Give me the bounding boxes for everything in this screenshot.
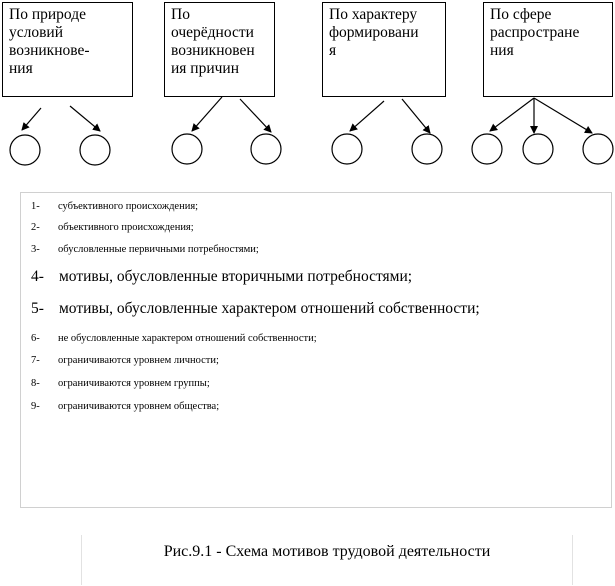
legend-number: 3- <box>31 244 40 255</box>
box-line: По характеру <box>329 6 418 23</box>
legend-text: ограничиваются уровнем группы; <box>58 378 210 389</box>
legend-item-7 <box>31 355 219 366</box>
legend-number: 1- <box>31 201 40 212</box>
legend-number: 6- <box>31 333 40 344</box>
legend-item-8 <box>31 378 210 389</box>
node-circle <box>172 134 202 164</box>
legend-number: 2- <box>31 222 40 233</box>
legend-text: ограничиваются уровнем общества; <box>58 401 220 412</box>
box-line: возникнове- <box>9 42 90 59</box>
node-circle <box>412 134 442 164</box>
legend-item-4 <box>31 268 412 286</box>
box-line: По сфере <box>490 6 552 23</box>
figure-caption: Рис.9.1 - Схема мотивов трудовой деятельности <box>163 543 491 560</box>
arrow <box>22 108 41 130</box>
box-line: я <box>329 42 337 59</box>
legend-item-2 <box>31 222 194 233</box>
box-line: По <box>171 6 190 23</box>
legend-item-9 <box>31 401 219 412</box>
legend-text: субъективного происхождения; <box>58 201 199 212</box>
caption-frame <box>81 535 573 585</box>
category-box-sphere-of-spread <box>483 2 613 97</box>
arrow <box>490 98 534 131</box>
category-box-formation-character <box>322 2 446 97</box>
box-line: ния <box>9 60 33 77</box>
legend-list <box>20 192 612 508</box>
arrow <box>402 99 430 133</box>
node-circle <box>10 135 40 165</box>
arrow <box>70 106 100 131</box>
box-line: формировани <box>329 24 419 41</box>
category-box-order-of-causes <box>164 2 275 97</box>
legend-item-1 <box>31 201 198 212</box>
category-box-nature-of-conditions <box>2 2 133 97</box>
legend-number: 5- <box>31 300 44 317</box>
legend-text: объективного происхождения; <box>58 222 194 233</box>
legend-number: 4- <box>31 268 44 285</box>
box-line: ния <box>490 42 514 59</box>
legend-text: мотивы, обусловленные характером отношений собственности; <box>59 300 480 317</box>
arrow <box>240 99 271 132</box>
legend-text: обусловленные первичными потребностями; <box>58 244 259 255</box>
arrow <box>350 101 384 131</box>
box-line: условий <box>9 24 64 41</box>
node-circle <box>251 134 281 164</box>
legend-number: 7- <box>31 355 40 366</box>
box-line: очерёдности <box>171 24 254 41</box>
legend-text: не обусловленные характером отношений собственности; <box>58 333 317 344</box>
node-circle <box>332 134 362 164</box>
legend-item-5 <box>31 300 480 318</box>
legend-number: 8- <box>31 378 40 389</box>
box-line: распростране <box>490 24 580 41</box>
legend-text: мотивы, обусловленные вторичными потребностями; <box>59 268 413 285</box>
node-circle <box>523 134 553 164</box>
arrow <box>192 97 222 131</box>
node-circle <box>80 135 110 165</box>
box-line: возникновен <box>171 42 255 59</box>
legend-item-3 <box>31 244 259 255</box>
legend-item-6 <box>31 333 317 344</box>
legend-text: ограничиваются уровнем личности; <box>58 355 219 366</box>
node-circle <box>472 134 502 164</box>
box-line: По природе <box>9 6 86 23</box>
legend-number: 9- <box>31 401 40 412</box>
box-line: ия причин <box>171 60 240 77</box>
node-circle <box>583 134 613 164</box>
arrow <box>534 98 592 133</box>
